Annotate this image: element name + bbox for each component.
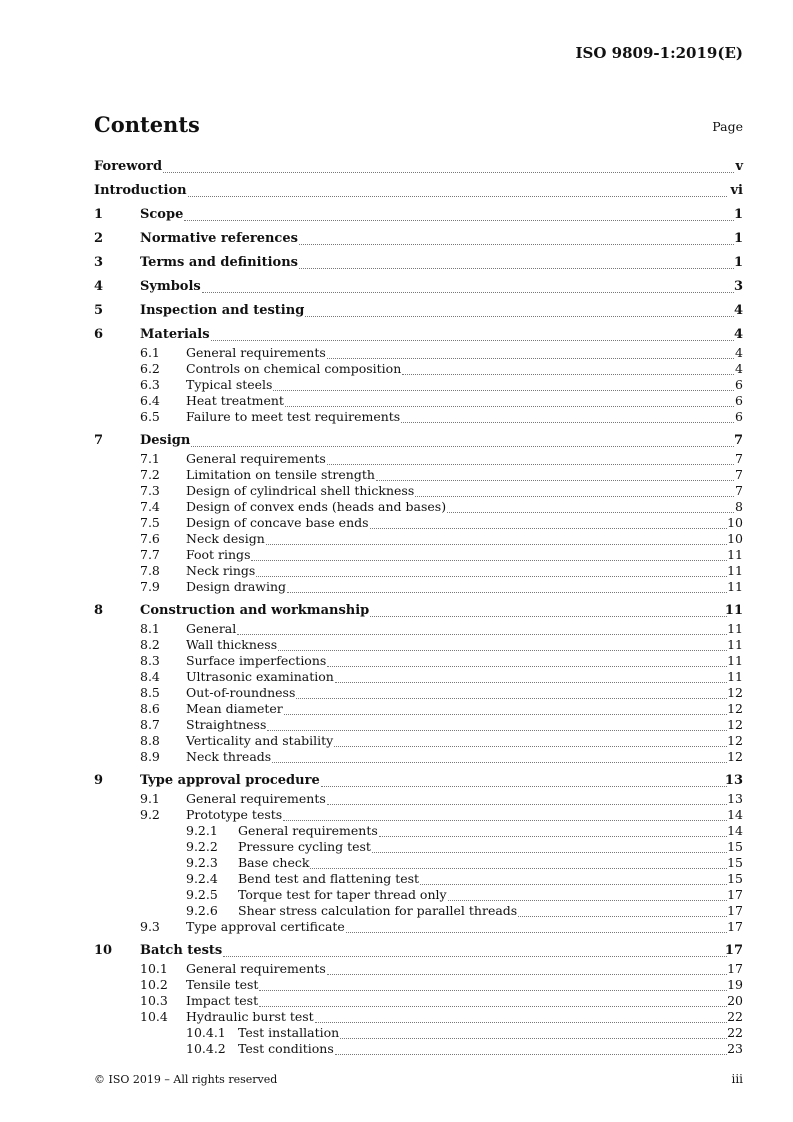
toc-entry-title[interactable]: Symbols bbox=[140, 279, 201, 294]
toc-entry-title[interactable]: Design of cylindrical shell thickness bbox=[186, 483, 415, 498]
toc-entry-page: 10 bbox=[727, 515, 743, 530]
toc-entry-number: 4 bbox=[94, 279, 104, 294]
toc-entry-title[interactable]: Inspection and testing bbox=[140, 303, 305, 318]
toc-entry-number: 8.9 bbox=[140, 749, 160, 764]
table-of-contents bbox=[94, 153, 743, 1057]
toc-entry-number: 7.5 bbox=[140, 515, 160, 530]
toc-entry[interactable] bbox=[94, 823, 743, 839]
toc-entry-title[interactable]: Heat treatment bbox=[186, 393, 284, 408]
toc-entry-title[interactable]: Scope bbox=[140, 207, 184, 222]
toc-entry-title[interactable]: Introduction bbox=[94, 183, 187, 198]
dot-leader bbox=[299, 229, 734, 249]
toc-entry-number: 10.3 bbox=[140, 993, 168, 1008]
toc-entry-number: 8.1 bbox=[140, 621, 160, 636]
toc-entry-number: 9.2.1 bbox=[186, 823, 218, 838]
toc-entry-title[interactable]: Verticality and stability bbox=[186, 733, 334, 748]
toc-entry-page: 4 bbox=[735, 345, 743, 360]
toc-entry[interactable] bbox=[94, 903, 743, 919]
toc-entry-number: 5 bbox=[94, 303, 104, 318]
toc-entry-page: 12 bbox=[727, 701, 743, 716]
toc-entry[interactable] bbox=[94, 941, 743, 961]
toc-entry[interactable] bbox=[94, 547, 743, 563]
toc-entry-page: 12 bbox=[727, 685, 743, 700]
toc-entry-page: 19 bbox=[727, 977, 743, 992]
toc-entry-number: 8.4 bbox=[140, 669, 160, 684]
toc-entry-number: 6.1 bbox=[140, 345, 160, 360]
toc-entry[interactable] bbox=[94, 621, 743, 637]
toc-entry-number: 8.8 bbox=[140, 733, 160, 748]
toc-entry-title[interactable]: Torque test for taper thread only bbox=[238, 887, 447, 902]
toc-entry[interactable] bbox=[94, 431, 743, 451]
toc-entry-page: 3 bbox=[733, 279, 743, 294]
toc-entry-title[interactable]: Typical steels bbox=[186, 377, 273, 392]
toc-entry-title[interactable]: Test conditions bbox=[238, 1041, 334, 1056]
dot-leader bbox=[283, 807, 727, 823]
dot-leader bbox=[402, 361, 734, 377]
toc-entry-number: 7.3 bbox=[140, 483, 160, 498]
page-number: iii bbox=[731, 1072, 743, 1086]
dot-leader bbox=[327, 345, 734, 361]
toc-entry-page: 11 bbox=[727, 669, 743, 684]
dot-leader bbox=[163, 157, 734, 177]
toc-entry[interactable] bbox=[94, 961, 743, 977]
toc-entry[interactable] bbox=[94, 181, 743, 201]
toc-entry-page: 17 bbox=[727, 887, 743, 902]
toc-entry[interactable] bbox=[94, 887, 743, 903]
toc-entry[interactable] bbox=[94, 325, 743, 345]
toc-entry[interactable] bbox=[94, 601, 743, 621]
toc-entry-number: 9.2.3 bbox=[186, 855, 218, 870]
toc-entry-title[interactable]: Hydraulic burst test bbox=[186, 1009, 314, 1024]
dot-leader bbox=[299, 253, 734, 273]
toc-entry-page: 7 bbox=[735, 483, 743, 498]
toc-entry-page: 4 bbox=[733, 303, 743, 318]
toc-entry-number: 10 bbox=[94, 943, 113, 958]
dot-leader bbox=[223, 941, 727, 961]
toc-entry-title[interactable]: General requirements bbox=[186, 451, 326, 466]
toc-entry-number: 1 bbox=[94, 207, 104, 222]
toc-entry[interactable] bbox=[94, 717, 743, 733]
toc-entry-title[interactable]: Materials bbox=[140, 327, 210, 342]
toc-entry-number: 6.2 bbox=[140, 361, 160, 376]
toc-entry-page: 6 bbox=[735, 393, 743, 408]
dot-leader bbox=[285, 393, 734, 409]
toc-entry[interactable] bbox=[94, 361, 743, 377]
toc-entry-title[interactable]: Tensile test bbox=[186, 977, 259, 992]
toc-entry-title[interactable]: Out-of-roundness bbox=[186, 685, 296, 700]
toc-entry-title[interactable]: Controls on chemical composition bbox=[186, 361, 402, 376]
dot-leader bbox=[447, 499, 734, 515]
toc-entry[interactable] bbox=[94, 871, 743, 887]
toc-entry-page: v bbox=[735, 159, 743, 174]
toc-entry-page: 13 bbox=[727, 791, 743, 806]
dot-leader bbox=[401, 409, 734, 425]
toc-entry-page: 4 bbox=[733, 327, 743, 342]
toc-entry-number: 8.2 bbox=[140, 637, 160, 652]
title-row bbox=[94, 112, 743, 140]
dot-leader bbox=[327, 791, 727, 807]
toc-entry[interactable] bbox=[94, 791, 743, 807]
toc-entry-page: 11 bbox=[727, 653, 743, 668]
toc-entry-number: 8.6 bbox=[140, 701, 160, 716]
toc-entry-page: 20 bbox=[727, 993, 743, 1008]
toc-entry[interactable] bbox=[94, 345, 743, 361]
dot-leader bbox=[273, 377, 734, 393]
toc-entry-number: 10.2 bbox=[140, 977, 168, 992]
dot-leader bbox=[237, 621, 727, 637]
toc-entry[interactable] bbox=[94, 807, 743, 823]
dot-leader bbox=[346, 919, 727, 935]
dot-leader bbox=[191, 431, 734, 451]
toc-entry-number: 9.2.5 bbox=[186, 887, 218, 902]
toc-entry-number: 8.3 bbox=[140, 653, 160, 668]
toc-entry-page: 12 bbox=[727, 733, 743, 748]
toc-entry-title[interactable]: Type approval procedure bbox=[140, 773, 320, 788]
toc-entry-page: 17 bbox=[727, 961, 743, 976]
toc-entry-number: 6 bbox=[94, 327, 104, 342]
toc-entry-page: vi bbox=[730, 183, 743, 198]
dot-leader bbox=[370, 601, 727, 621]
toc-entry-page: 4 bbox=[735, 361, 743, 376]
toc-entry-page: 11 bbox=[727, 547, 743, 562]
dot-leader bbox=[310, 855, 727, 871]
dot-leader bbox=[184, 205, 734, 225]
toc-entry-page: 6 bbox=[735, 409, 743, 424]
toc-entry[interactable] bbox=[94, 393, 743, 409]
toc-entry-page: 1 bbox=[733, 255, 743, 270]
dot-leader bbox=[284, 701, 727, 717]
toc-entry-page: 15 bbox=[727, 871, 743, 886]
toc-entry-title[interactable]: Foot rings bbox=[186, 547, 251, 562]
dot-leader bbox=[448, 887, 727, 903]
toc-entry-title[interactable]: Batch tests bbox=[140, 943, 223, 958]
toc-entry-title[interactable]: Ultrasonic examination bbox=[186, 669, 334, 684]
dot-leader bbox=[415, 483, 734, 499]
toc-entry-title[interactable]: Normative references bbox=[140, 231, 298, 246]
dot-leader bbox=[211, 325, 734, 345]
toc-entry-title[interactable]: Prototype tests bbox=[186, 807, 283, 822]
page-column-label: Page bbox=[712, 119, 743, 134]
toc-entry-number: 9.3 bbox=[140, 919, 160, 934]
toc-entry-title[interactable]: General requirements bbox=[186, 345, 326, 360]
dot-leader bbox=[335, 1041, 727, 1057]
toc-entry[interactable] bbox=[94, 855, 743, 871]
toc-entry[interactable] bbox=[94, 637, 743, 653]
dot-leader bbox=[251, 547, 727, 563]
toc-entry[interactable] bbox=[94, 733, 743, 749]
toc-entry-title[interactable]: General requirements bbox=[186, 961, 326, 976]
toc-entry[interactable] bbox=[94, 653, 743, 669]
toc-entry-number: 3 bbox=[94, 255, 104, 270]
dot-leader bbox=[256, 563, 727, 579]
toc-entry-page: 7 bbox=[735, 467, 743, 482]
dot-leader bbox=[327, 961, 727, 977]
dot-leader bbox=[327, 653, 727, 669]
toc-entry[interactable] bbox=[94, 451, 743, 467]
toc-entry-number: 6.3 bbox=[140, 377, 160, 392]
dot-leader bbox=[321, 771, 727, 791]
toc-entry-number: 7.6 bbox=[140, 531, 160, 546]
toc-entry-title[interactable]: Design drawing bbox=[186, 579, 287, 594]
toc-entry-number: 7.4 bbox=[140, 499, 160, 514]
toc-entry-number: 7.2 bbox=[140, 467, 160, 482]
toc-entry-title[interactable]: Foreword bbox=[94, 159, 163, 174]
dot-leader bbox=[335, 669, 727, 685]
toc-entry-title[interactable]: Base check bbox=[238, 855, 310, 870]
toc-entry-number: 10.4 bbox=[140, 1009, 168, 1024]
toc-entry[interactable] bbox=[94, 483, 743, 499]
toc-entry-number: 10.4.2 bbox=[186, 1041, 226, 1056]
toc-entry[interactable] bbox=[94, 749, 743, 765]
toc-entry-page: 23 bbox=[727, 1041, 743, 1056]
toc-entry-title[interactable]: General requirements bbox=[238, 823, 378, 838]
toc-entry[interactable] bbox=[94, 301, 743, 321]
dot-leader bbox=[272, 749, 727, 765]
toc-entry[interactable] bbox=[94, 253, 743, 273]
dot-leader bbox=[278, 637, 727, 653]
toc-entry[interactable] bbox=[94, 669, 743, 685]
toc-entry-title[interactable]: Design bbox=[140, 433, 191, 448]
toc-entry[interactable] bbox=[94, 701, 743, 717]
toc-entry[interactable] bbox=[94, 839, 743, 855]
toc-entry-page: 17 bbox=[724, 943, 743, 958]
toc-entry[interactable] bbox=[94, 1041, 743, 1057]
toc-entry-page: 17 bbox=[727, 919, 743, 934]
toc-entry-number: 2 bbox=[94, 231, 104, 246]
toc-entry-number: 9.2 bbox=[140, 807, 160, 822]
toc-entry-page: 13 bbox=[724, 773, 743, 788]
dot-leader bbox=[518, 903, 727, 919]
toc-entry[interactable] bbox=[94, 515, 743, 531]
toc-entry-page: 22 bbox=[727, 1009, 743, 1024]
toc-entry-title[interactable]: Impact test bbox=[186, 993, 259, 1008]
toc-entry-page: 11 bbox=[727, 579, 743, 594]
toc-entry-page: 11 bbox=[727, 621, 743, 636]
toc-entry-title[interactable]: Design of concave base ends bbox=[186, 515, 369, 530]
toc-entry-number: 8.5 bbox=[140, 685, 160, 700]
toc-entry-number: 7.1 bbox=[140, 451, 160, 466]
toc-entry-page: 11 bbox=[727, 637, 743, 652]
toc-entry-page: 15 bbox=[727, 855, 743, 870]
toc-entry-title[interactable]: Shear stress calculation for parallel threads bbox=[238, 903, 518, 918]
toc-entry-title[interactable]: Type approval certificate bbox=[186, 919, 345, 934]
toc-entry[interactable] bbox=[94, 229, 743, 249]
dot-leader bbox=[267, 717, 727, 733]
dot-leader bbox=[334, 733, 727, 749]
toc-entry-title[interactable]: Bend test and flattening test bbox=[238, 871, 420, 886]
toc-entry[interactable] bbox=[94, 499, 743, 515]
toc-entry-number: 9.2.4 bbox=[186, 871, 218, 886]
toc-entry-page: 12 bbox=[727, 717, 743, 732]
toc-entry-number: 10.4.1 bbox=[186, 1025, 226, 1040]
toc-entry-page: 11 bbox=[727, 563, 743, 578]
toc-entry-title[interactable]: Neck rings bbox=[186, 563, 256, 578]
dot-leader bbox=[340, 1025, 727, 1041]
toc-entry-number: 9 bbox=[94, 773, 104, 788]
toc-entry[interactable] bbox=[94, 205, 743, 225]
toc-entry-title[interactable]: Neck design bbox=[186, 531, 265, 546]
toc-entry-page: 8 bbox=[735, 499, 743, 514]
dot-leader bbox=[315, 1009, 727, 1025]
toc-entry-page: 14 bbox=[727, 823, 743, 838]
toc-entry-page: 1 bbox=[733, 207, 743, 222]
toc-entry-title[interactable]: Design of convex ends (heads and bases) bbox=[186, 499, 447, 514]
toc-entry-title[interactable]: Test installation bbox=[238, 1025, 340, 1040]
dot-leader bbox=[420, 871, 727, 887]
toc-entry[interactable] bbox=[94, 277, 743, 297]
toc-entry[interactable] bbox=[94, 157, 743, 177]
dot-leader bbox=[259, 977, 727, 993]
toc-entry-title[interactable]: Neck threads bbox=[186, 749, 272, 764]
toc-entry-number: 6.4 bbox=[140, 393, 160, 408]
dot-leader bbox=[305, 301, 734, 321]
toc-entry[interactable] bbox=[94, 1009, 743, 1025]
toc-entry[interactable] bbox=[94, 467, 743, 483]
dot-leader bbox=[370, 515, 727, 531]
dot-leader bbox=[202, 277, 734, 297]
toc-entry-number: 7.8 bbox=[140, 563, 160, 578]
toc-entry[interactable] bbox=[94, 685, 743, 701]
toc-entry-number: 7.9 bbox=[140, 579, 160, 594]
toc-entry-number: 6.5 bbox=[140, 409, 160, 424]
document-id: ISO 9809-1:2019(E) bbox=[575, 44, 743, 62]
toc-entry-title[interactable]: Terms and definitions bbox=[140, 255, 298, 270]
toc-entry[interactable] bbox=[94, 1025, 743, 1041]
toc-entry-title[interactable]: Limitation on tensile strength bbox=[186, 467, 375, 482]
toc-entry-page: 7 bbox=[733, 433, 743, 448]
toc-entry[interactable] bbox=[94, 771, 743, 791]
dot-leader bbox=[259, 993, 727, 1009]
toc-entry-title[interactable]: Wall thickness bbox=[186, 637, 278, 652]
toc-entry-title[interactable]: Pressure cycling test bbox=[238, 839, 371, 854]
dot-leader bbox=[188, 181, 727, 201]
toc-entry-page: 15 bbox=[727, 839, 743, 854]
toc-entry-title[interactable]: Mean diameter bbox=[186, 701, 283, 716]
dot-leader bbox=[372, 839, 727, 855]
toc-entry-number: 10.1 bbox=[140, 961, 168, 976]
toc-entry-title[interactable]: Construction and workmanship bbox=[140, 603, 370, 618]
toc-entry[interactable] bbox=[94, 563, 743, 579]
dot-leader bbox=[287, 579, 727, 595]
toc-entry[interactable] bbox=[94, 977, 743, 993]
toc-entry-number: 9.2.2 bbox=[186, 839, 218, 854]
toc-entry-title[interactable]: General requirements bbox=[186, 791, 326, 806]
toc-entry[interactable] bbox=[94, 377, 743, 393]
toc-entry-title[interactable]: General bbox=[186, 621, 237, 636]
dot-leader bbox=[376, 467, 734, 483]
toc-entry-title[interactable]: Straightness bbox=[186, 717, 267, 732]
toc-entry[interactable] bbox=[94, 579, 743, 595]
toc-entry-page: 6 bbox=[735, 377, 743, 392]
page-title: Contents bbox=[94, 112, 200, 137]
toc-entry[interactable] bbox=[94, 993, 743, 1009]
dot-leader bbox=[266, 531, 727, 547]
toc-entry-page: 1 bbox=[733, 231, 743, 246]
toc-entry-number: 9.2.6 bbox=[186, 903, 218, 918]
toc-entry-page: 7 bbox=[735, 451, 743, 466]
toc-entry-page: 12 bbox=[727, 749, 743, 764]
toc-entry-page: 14 bbox=[727, 807, 743, 822]
toc-entry[interactable] bbox=[94, 409, 743, 425]
toc-entry-number: 8.7 bbox=[140, 717, 160, 732]
toc-entry[interactable] bbox=[94, 919, 743, 935]
dot-leader bbox=[379, 823, 727, 839]
dot-leader bbox=[327, 451, 734, 467]
toc-entry-page: 11 bbox=[724, 603, 743, 618]
dot-leader bbox=[296, 685, 727, 701]
toc-entry[interactable] bbox=[94, 531, 743, 547]
toc-entry-page: 10 bbox=[727, 531, 743, 546]
toc-entry-page: 17 bbox=[727, 903, 743, 918]
toc-entry-title[interactable]: Surface imperfections bbox=[186, 653, 327, 668]
toc-entry-title[interactable]: Failure to meet test requirements bbox=[186, 409, 401, 424]
toc-entry-number: 8 bbox=[94, 603, 104, 618]
toc-entry-number: 7.7 bbox=[140, 547, 160, 562]
toc-entry-number: 9.1 bbox=[140, 791, 160, 806]
toc-entry-number: 7 bbox=[94, 433, 104, 448]
toc-entry-page: 22 bbox=[727, 1025, 743, 1040]
copyright-notice: © ISO 2019 – All rights reserved bbox=[94, 1073, 278, 1086]
